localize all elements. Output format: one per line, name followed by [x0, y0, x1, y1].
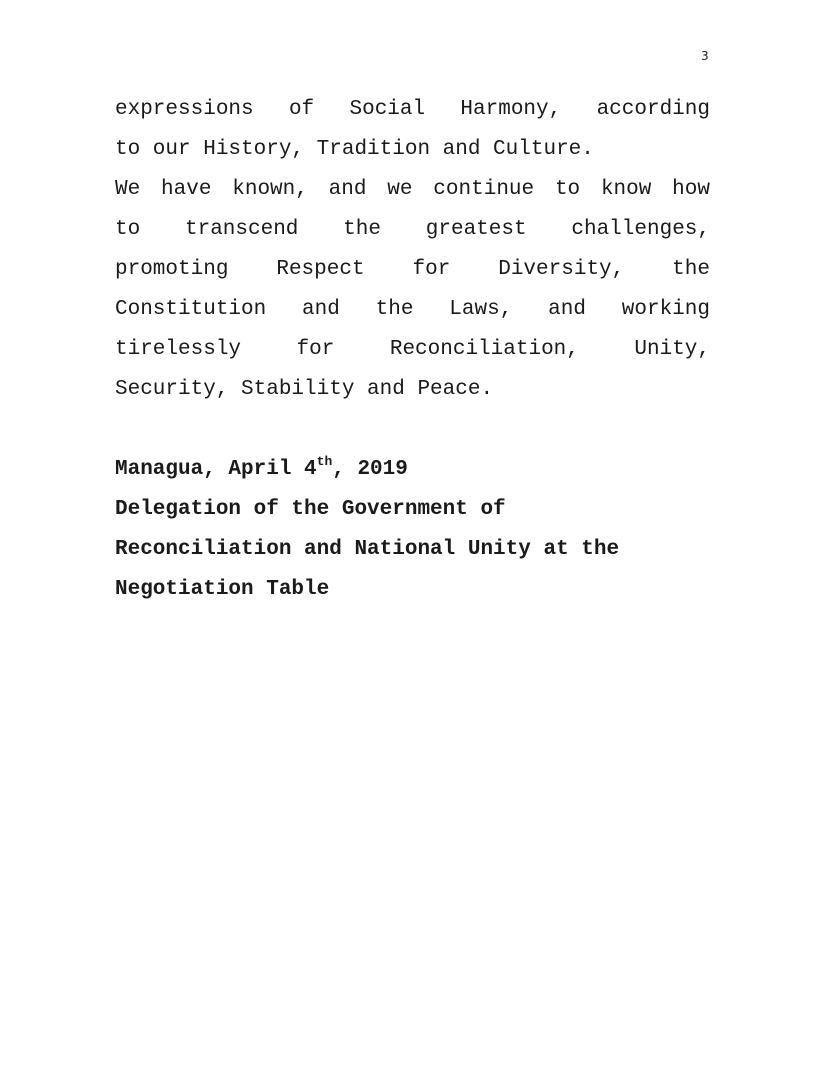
- paragraph-line: Security, Stability and Peace.: [115, 378, 494, 401]
- paragraph-line: tirelessly for Reconciliation, Unity,: [115, 338, 710, 361]
- date-suffix: , 2019: [332, 458, 408, 481]
- date-prefix: Managua, April 4: [115, 458, 317, 481]
- paragraph-line: expressions of Social Harmony, according: [115, 98, 710, 121]
- paragraph-line: to transcend the greatest challenges,: [115, 218, 710, 241]
- paragraph-line: promoting Respect for Diversity, the: [115, 258, 710, 281]
- date-superscript: th: [316, 454, 333, 469]
- signature-line: Reconciliation and National Unity at the: [115, 538, 620, 561]
- date-line: [115, 450, 755, 490]
- paragraph-line: to our History, Tradition and Culture.: [115, 138, 594, 161]
- body-paragraph: [115, 90, 710, 410]
- paragraph-line: We have known, and we continue to know how: [115, 178, 710, 201]
- paragraph-line: Constitution and the Laws, and working: [115, 298, 710, 321]
- closing-block: [115, 450, 755, 610]
- page-number: 3: [701, 49, 709, 63]
- signature-line: Negotiation Table: [115, 578, 330, 601]
- signature-line: Delegation of the Government of: [115, 498, 506, 521]
